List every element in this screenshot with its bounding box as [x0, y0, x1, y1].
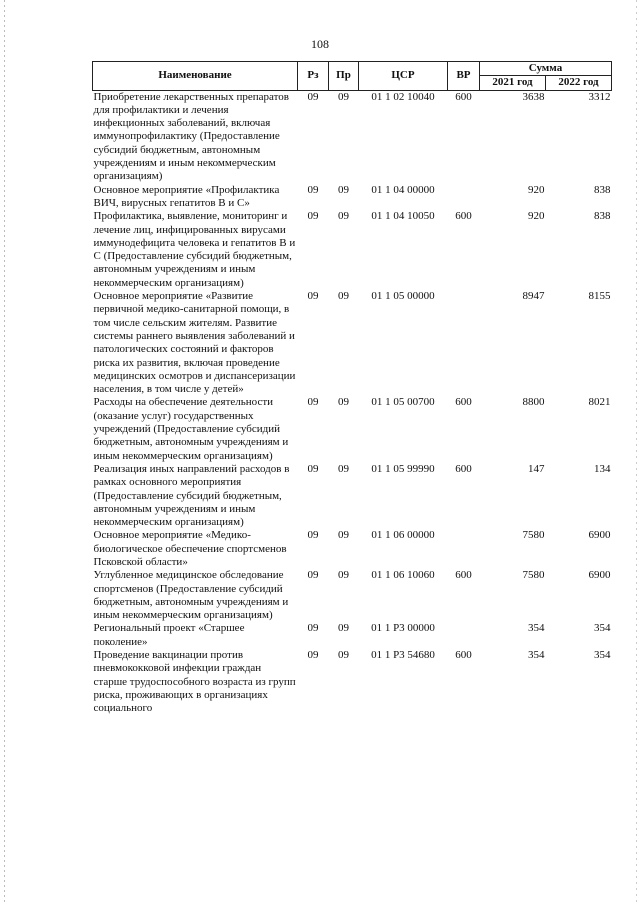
row-sum-2021: 3638 — [522, 90, 545, 103]
row-sum-2021: 920 — [528, 210, 545, 223]
table-row — [93, 184, 612, 211]
row-csr: 01 1 05 99990 — [371, 462, 435, 475]
row-name: Основное мероприятие «Профилактика ВИЧ, вирусных гепатитов В и С» — [93, 183, 280, 209]
scan-right-edge — [636, 0, 637, 905]
row-csr: 01 1 06 10060 — [371, 569, 435, 582]
row-rz: 09 — [307, 529, 319, 542]
row-name: Основное мероприятие «Медико-биологическое обеспечение спортсменов Псковской области» — [93, 529, 287, 568]
row-sum-2022: 8155 — [588, 290, 611, 303]
header-pr: Пр — [329, 62, 359, 91]
row-sum-2022: 354 — [594, 649, 611, 662]
row-sum-2022: 8021 — [588, 396, 611, 409]
row-sum-2022: 6900 — [588, 569, 611, 582]
header-year-2022: 2022 год — [546, 76, 612, 90]
row-csr: 01 1 05 00700 — [371, 396, 435, 409]
row-name: Профилактика, выявление, мониторинг и лечение лиц, инфицированных вирусами иммунодефицита человека и гепатитов В и С (Предоставление субсидий бюджетным, автономным учреждениям и иным некоммерческим организациям) — [93, 210, 296, 289]
row-vr: 600 — [455, 90, 472, 103]
row-sum-2022: 134 — [594, 462, 611, 475]
row-name: Расходы на обеспечение деятельности (оказание услуг) государственных учреждений (Предоставление субсидий бюджетным, автономным учреждениям и иным некоммерческим организациям) — [93, 396, 289, 462]
row-csr: 01 1 04 10050 — [371, 210, 435, 223]
table-row — [93, 463, 612, 529]
row-sum-2022: 6900 — [588, 529, 611, 542]
page-number: 108 — [311, 37, 329, 51]
table-row — [93, 529, 612, 569]
row-rz: 09 — [307, 462, 319, 475]
row-sum-2021: 147 — [528, 462, 545, 475]
row-csr: 01 1 02 10040 — [371, 90, 435, 103]
header-vr: ВР — [448, 62, 480, 91]
row-sum-2022: 3312 — [588, 90, 611, 103]
row-rz: 09 — [307, 210, 319, 223]
row-pr: 09 — [338, 462, 349, 475]
row-name: Региональный проект «Старшее поколение» — [93, 622, 245, 648]
row-csr: 01 1 P3 00000 — [371, 622, 435, 635]
row-vr — [448, 184, 480, 211]
row-rz: 09 — [307, 649, 319, 662]
row-name: Приобретение лекарственных препаратов для профилактики и лечения инфекционных заболеваний, включая иммунопрофилактику (Предоставление субсидий бюджетным, автономным учреждениям и иным некоммерческим организациям) — [93, 90, 289, 183]
row-sum-2021: 7580 — [522, 529, 545, 542]
row-csr: 01 1 06 00000 — [371, 529, 435, 542]
row-sum-2022: 838 — [594, 210, 611, 223]
header-year-2021: 2021 год — [480, 76, 546, 90]
row-sum-2022: 354 — [594, 622, 611, 635]
header-rz: Рз — [298, 62, 329, 91]
row-pr: 09 — [338, 569, 349, 582]
header-sum: Сумма — [480, 62, 612, 76]
table-row — [93, 290, 612, 396]
row-sum-2021: 7580 — [522, 569, 545, 582]
row-rz: 09 — [307, 622, 319, 635]
row-vr — [448, 290, 480, 396]
table-row — [93, 90, 612, 184]
row-sum-2021: 354 — [528, 649, 545, 662]
row-csr: 01 1 05 00000 — [371, 290, 435, 303]
row-pr: 09 — [338, 290, 349, 303]
header-name: Наименование — [93, 62, 298, 91]
budget-table — [92, 61, 612, 716]
table-row — [93, 569, 612, 622]
row-rz: 09 — [307, 90, 319, 103]
row-pr: 09 — [338, 622, 349, 635]
row-name: Реализация иных направлений расходов в рамках основного мероприятия (Предоставление субсидий бюджетным, автономным учреждениям и иным некоммерческим организациям) — [93, 462, 290, 529]
row-pr: 09 — [338, 90, 349, 103]
table-row — [93, 210, 612, 290]
row-name: Углубленное медицинское обследование спортсменов (Предоставление субсидий бюджетным, автономным учреждениям и иным некоммерческим организациям) — [93, 569, 289, 622]
row-rz: 09 — [307, 183, 319, 196]
table-row — [93, 649, 612, 715]
header-csr: ЦСР — [359, 62, 448, 91]
row-vr: 600 — [455, 210, 472, 223]
row-vr: 600 — [455, 462, 472, 475]
table-row — [93, 396, 612, 462]
row-sum-2022: 838 — [594, 183, 611, 196]
row-pr: 09 — [338, 529, 349, 542]
row-pr: 09 — [338, 183, 349, 196]
row-name: Проведение вакцинации против пневмококковой инфекции граждан старше трудоспособного возраста из групп риска, проживающих в организациях социального — [93, 649, 296, 715]
row-vr: 600 — [455, 396, 472, 409]
row-rz: 09 — [307, 569, 319, 582]
row-csr: 01 1 04 00000 — [371, 183, 435, 196]
row-sum-2021: 354 — [528, 622, 545, 635]
row-sum-2021: 920 — [528, 183, 545, 196]
row-name: Основное мероприятие «Развитие первичной медико-санитарной помощи, в том числе сельским жителям. Развитие системы раннего выявления заболеваний и патологических состояний и факторов риска их развития, включая проведение медицинских осмотров и диспансеризации населения, в том числе у детей» — [93, 290, 296, 396]
row-pr: 09 — [338, 396, 349, 409]
row-vr — [448, 622, 480, 649]
row-vr: 600 — [455, 649, 472, 662]
scan-left-edge — [4, 0, 5, 905]
row-pr: 09 — [338, 649, 349, 662]
row-vr — [448, 529, 480, 569]
row-vr: 600 — [455, 569, 472, 582]
table-row — [93, 622, 612, 649]
row-csr: 01 1 P3 54680 — [371, 649, 435, 662]
row-rz: 09 — [307, 396, 319, 409]
row-sum-2021: 8947 — [522, 290, 545, 303]
row-pr: 09 — [338, 210, 349, 223]
row-rz: 09 — [307, 290, 319, 303]
row-sum-2021: 8800 — [522, 396, 545, 409]
